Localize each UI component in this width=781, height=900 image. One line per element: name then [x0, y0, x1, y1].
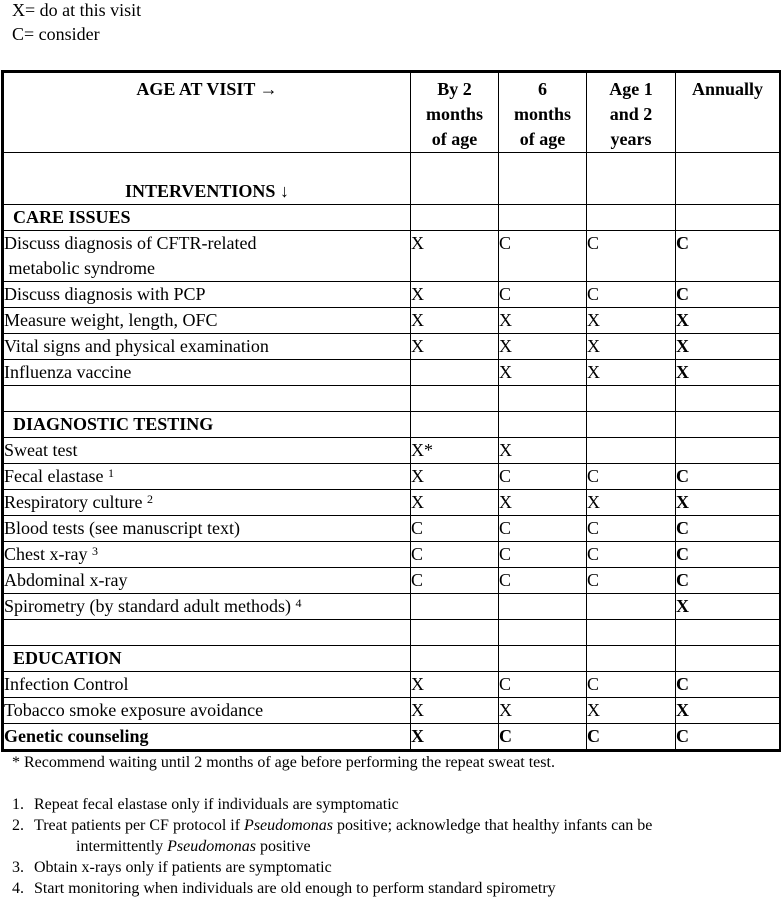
value-cell: X — [411, 698, 499, 724]
value-cell: C — [676, 464, 781, 490]
section-row-education — [3, 646, 781, 672]
asterisk-note: * Recommend waiting until 2 months of age before performing the repeat sweat test. — [12, 754, 555, 771]
table-row — [3, 360, 781, 386]
value-cell: X — [411, 308, 499, 334]
value-cell: X — [499, 698, 587, 724]
value-cell: X — [676, 334, 781, 360]
col-header-annually: Annually — [676, 72, 781, 153]
value-cell: C — [676, 672, 781, 698]
value-cell: X — [411, 672, 499, 698]
intervention-label: Abdominal x-ray — [3, 568, 411, 594]
spacer-row — [3, 620, 781, 646]
intervention-label: Tobacco smoke exposure avoidance — [3, 698, 411, 724]
age-at-visit-header: AGE AT VISIT → — [3, 72, 411, 153]
value-cell: C — [411, 542, 499, 568]
section-title: CARE ISSUES — [3, 205, 411, 231]
value-cell: C — [499, 542, 587, 568]
value-cell: C — [587, 568, 676, 594]
value-cell: C — [499, 231, 587, 282]
value-cell: X — [587, 360, 676, 386]
value-cell: C — [676, 724, 781, 751]
value-cell: C — [587, 724, 676, 751]
col-header-6-months: 6 months of age — [499, 72, 587, 153]
footnote-ref: 3 — [91, 544, 98, 558]
value-cell — [499, 594, 587, 620]
value-cell: X — [499, 438, 587, 464]
footnote-2: 2. Treat patients per CF protocol if Pseudomonas positive; acknowledge that healthy infants can be intermittently Pseudomonas positive — [12, 817, 653, 855]
notes — [12, 752, 772, 899]
intervention-label: Sweat test — [3, 438, 411, 464]
value-cell: C — [499, 724, 587, 751]
table-row — [3, 568, 781, 594]
value-cell: X — [587, 334, 676, 360]
intervention-label: Measure weight, length, OFC — [3, 308, 411, 334]
recommendations-table — [1, 70, 781, 752]
table-row — [3, 698, 781, 724]
table-row — [3, 594, 781, 620]
table-row — [3, 308, 781, 334]
value-cell: X — [499, 308, 587, 334]
footnote-ref: 2 — [146, 492, 153, 506]
value-cell — [676, 438, 781, 464]
value-cell: X — [499, 490, 587, 516]
value-cell: C — [587, 542, 676, 568]
footnote-1: 1. Repeat fecal elastase only if individuals are symptomatic — [12, 796, 399, 813]
value-cell: X — [411, 490, 499, 516]
value-cell: X — [411, 464, 499, 490]
value-cell: C — [676, 516, 781, 542]
value-cell — [411, 594, 499, 620]
value-cell: C — [587, 282, 676, 308]
section-title: EDUCATION — [3, 646, 411, 672]
value-cell — [411, 360, 499, 386]
value-cell: X — [676, 308, 781, 334]
intervention-label: Discuss diagnosis with PCP — [3, 282, 411, 308]
footnote-ref: 1 — [107, 466, 114, 480]
value-cell: C — [499, 672, 587, 698]
intervention-label: Influenza vaccine — [3, 360, 411, 386]
col-header-age-1-2: Age 1 and 2 years — [587, 72, 676, 153]
col-header-by-2-months: By 2 months of age — [411, 72, 499, 153]
value-cell — [587, 438, 676, 464]
spacer-row — [3, 386, 781, 412]
value-cell: C — [411, 568, 499, 594]
intervention-label: Vital signs and physical examination — [3, 334, 411, 360]
intervention-label: Chest x-ray $^3$ — [3, 542, 411, 568]
table-row — [3, 231, 781, 282]
table-row — [3, 724, 781, 751]
section-row-diagnostic-testing — [3, 412, 781, 438]
value-cell: X — [411, 282, 499, 308]
intervention-label: Fecal elastase $^1$ — [3, 464, 411, 490]
interventions-row — [3, 153, 781, 205]
value-cell: X — [676, 594, 781, 620]
value-cell: C — [411, 516, 499, 542]
legend — [12, 0, 141, 46]
value-cell: X — [411, 334, 499, 360]
table-row — [3, 542, 781, 568]
value-cell: X* — [411, 438, 499, 464]
footnote-4: 4. Start monitoring when individuals are old enough to perform standard spirometry — [12, 880, 556, 897]
value-cell: C — [587, 672, 676, 698]
value-cell: X — [676, 360, 781, 386]
value-cell: C — [587, 464, 676, 490]
footnote-3: 3. Obtain x-rays only if patients are symptomatic — [12, 859, 332, 876]
value-cell: X — [587, 308, 676, 334]
value-cell: X — [499, 334, 587, 360]
table-row — [3, 464, 781, 490]
footnote-ref: 4 — [295, 596, 302, 610]
value-cell: X — [587, 698, 676, 724]
intervention-label: Spirometry (by standard adult methods) $^4$ — [3, 594, 411, 620]
table-row — [3, 490, 781, 516]
value-cell: C — [676, 231, 781, 282]
value-cell: X — [411, 231, 499, 282]
section-row-care-issues — [3, 205, 781, 231]
value-cell: C — [499, 282, 587, 308]
value-cell: X — [411, 724, 499, 751]
intervention-label: Respiratory culture $^2$ — [3, 490, 411, 516]
table-row — [3, 438, 781, 464]
table-row — [3, 334, 781, 360]
intervention-label: Infection Control — [3, 672, 411, 698]
table-row — [3, 516, 781, 542]
value-cell: C — [676, 568, 781, 594]
value-cell: C — [676, 542, 781, 568]
value-cell: C — [499, 516, 587, 542]
interventions-header: INTERVENTIONS ↓ — [3, 153, 411, 205]
table-row — [3, 672, 781, 698]
value-cell: X — [676, 490, 781, 516]
header-row — [3, 72, 781, 153]
value-cell: X — [587, 490, 676, 516]
section-title: DIAGNOSTIC TESTING — [3, 412, 411, 438]
table-row — [3, 282, 781, 308]
value-cell: C — [587, 516, 676, 542]
value-cell: C — [499, 568, 587, 594]
value-cell — [587, 594, 676, 620]
value-cell: C — [499, 464, 587, 490]
intervention-label: Genetic counseling — [3, 724, 411, 751]
legend-x: X= do at this visit — [12, 0, 142, 20]
value-cell: X — [676, 698, 781, 724]
value-cell: C — [587, 231, 676, 282]
value-cell: X — [499, 360, 587, 386]
legend-c: C= consider — [12, 24, 100, 44]
value-cell: C — [676, 282, 781, 308]
intervention-label: Discuss diagnosis of CFTR-related metabolic syndrome — [3, 231, 411, 282]
intervention-label: Blood tests (see manuscript text) — [3, 516, 411, 542]
